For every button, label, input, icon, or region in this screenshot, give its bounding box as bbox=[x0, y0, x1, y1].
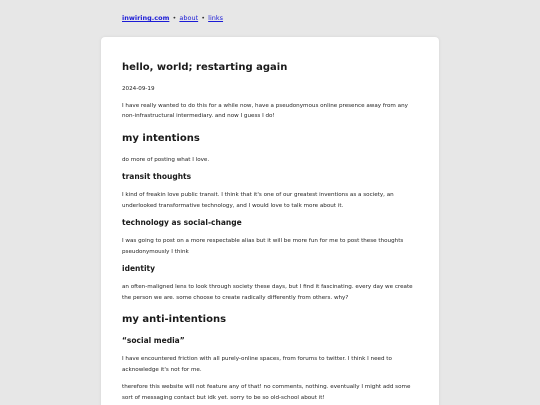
section-heading-intentions: my intentions bbox=[122, 132, 200, 144]
nav-separator: • bbox=[201, 14, 206, 22]
social-media-text-1: I have encountered friction with all purely-online spaces, from forums to twitter. I think I need to acknowledge it's not for me. bbox=[122, 356, 392, 373]
transit-text: I kind of freakin love public transit. I think that it's one of our greatest inventions as a society, an underlooked transformative technology, and I would love to talk more about it. bbox=[122, 192, 394, 209]
site-home-link[interactable]: inwiring.com bbox=[122, 14, 170, 22]
post-card bbox=[101, 37, 439, 405]
subheading-social-media: “social media” bbox=[122, 336, 185, 345]
nav-link-about[interactable]: about bbox=[179, 14, 199, 22]
social-media-text-2: therefore this website will not feature any of that! no comments, nothing. eventually I might add some sort of messaging contact but idk yet. sorry to be so old-school about it! bbox=[122, 384, 411, 401]
intentions-text: do more of posting what I love. bbox=[122, 156, 210, 163]
technology-text: I was going to post on a more respectable alias but it will be more fun for me to post these thoughts pseudonymously I think bbox=[122, 238, 404, 255]
section-heading-anti-intentions: my anti-intentions bbox=[122, 314, 227, 325]
identity-text: an often-maligned lens to look through society these days, but I find it fascinating. every day we create the person we are. some choose to create radically differently from others. why? bbox=[122, 284, 413, 301]
subheading-technology: technology as social-change bbox=[122, 218, 242, 227]
nav-link-links[interactable]: links bbox=[208, 14, 224, 22]
subheading-transit: transit thoughts bbox=[122, 172, 192, 181]
top-nav bbox=[122, 13, 223, 23]
post-title: hello, world; restarting again bbox=[122, 62, 288, 73]
nav-separator: • bbox=[172, 14, 177, 22]
post-date: 2024-09-19 bbox=[122, 86, 155, 92]
post-intro: I have really wanted to do this for a while now, have a pseudonymous online presence away from any non-infrastructural intermediary. and now I guess I do! bbox=[122, 102, 408, 119]
subheading-identity: identity bbox=[122, 264, 155, 273]
